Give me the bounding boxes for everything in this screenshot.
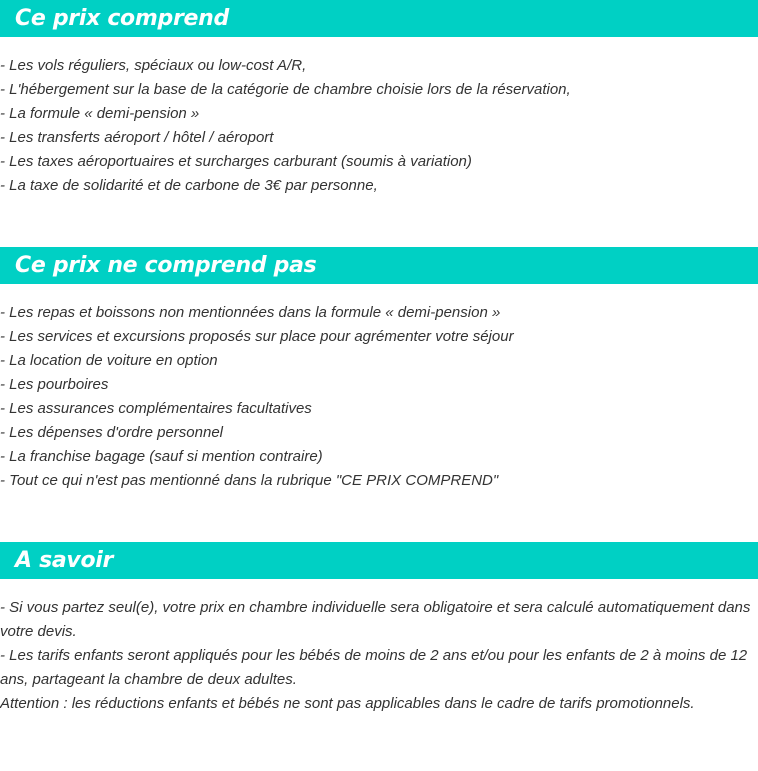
list-item: - Les vols réguliers, spéciaux ou low-cost A/R,	[0, 57, 307, 74]
list-item: - Les transferts aéroport / hôtel / aéroport	[0, 129, 274, 146]
list-item: - Les taxes aéroportuaires et surcharges carburant (soumis à variation)	[0, 153, 472, 170]
price-excludes-list	[0, 301, 758, 493]
list-item: - Les assurances complémentaires facultatives	[0, 400, 312, 417]
price-includes-list	[0, 54, 758, 198]
good-to-know-section	[0, 542, 758, 716]
good-to-know-heading: A savoir	[0, 542, 758, 579]
list-item: - Tout ce qui n'est pas mentionné dans la rubrique "CE PRIX COMPREND"	[0, 472, 499, 489]
list-item: - La franchise bagage (sauf si mention contraire)	[0, 448, 323, 465]
list-item: - Les dépenses d'ordre personnel	[0, 424, 224, 441]
list-item: - La location de voiture en option	[0, 352, 218, 369]
good-to-know-list	[0, 596, 758, 716]
price-excludes-section	[0, 247, 758, 493]
list-item: - La taxe de solidarité et de carbone de 3€ par personne,	[0, 177, 378, 194]
list-item: - Les repas et boissons non mentionnées dans la formule « demi-pension »	[0, 304, 501, 321]
list-item: - Les services et excursions proposés sur place pour agrémenter votre séjour	[0, 328, 514, 345]
price-excludes-heading: Ce prix ne comprend pas	[0, 247, 758, 284]
list-item: - Si vous partez seul(e), votre prix en chambre individuelle sera obligatoire et sera calculé automatiquement dans votre devis.	[0, 599, 751, 640]
list-item: - La formule « demi-pension »	[0, 105, 200, 122]
list-item: - L'hébergement sur la base de la catégorie de chambre choisie lors de la réservation,	[0, 81, 571, 98]
price-includes-heading: Ce prix comprend	[0, 0, 758, 37]
list-item: - Les pourboires	[0, 376, 109, 393]
list-item: - Les tarifs enfants seront appliqués pour les bébés de moins de 2 ans et/ou pour les enfants de 2 à moins de 12 ans, partageant la chambre de deux adultes.	[0, 647, 748, 688]
price-includes-section	[0, 0, 758, 198]
list-item: Attention : les réductions enfants et bébés ne sont pas applicables dans le cadre de tarifs promotionnels.	[0, 695, 695, 712]
